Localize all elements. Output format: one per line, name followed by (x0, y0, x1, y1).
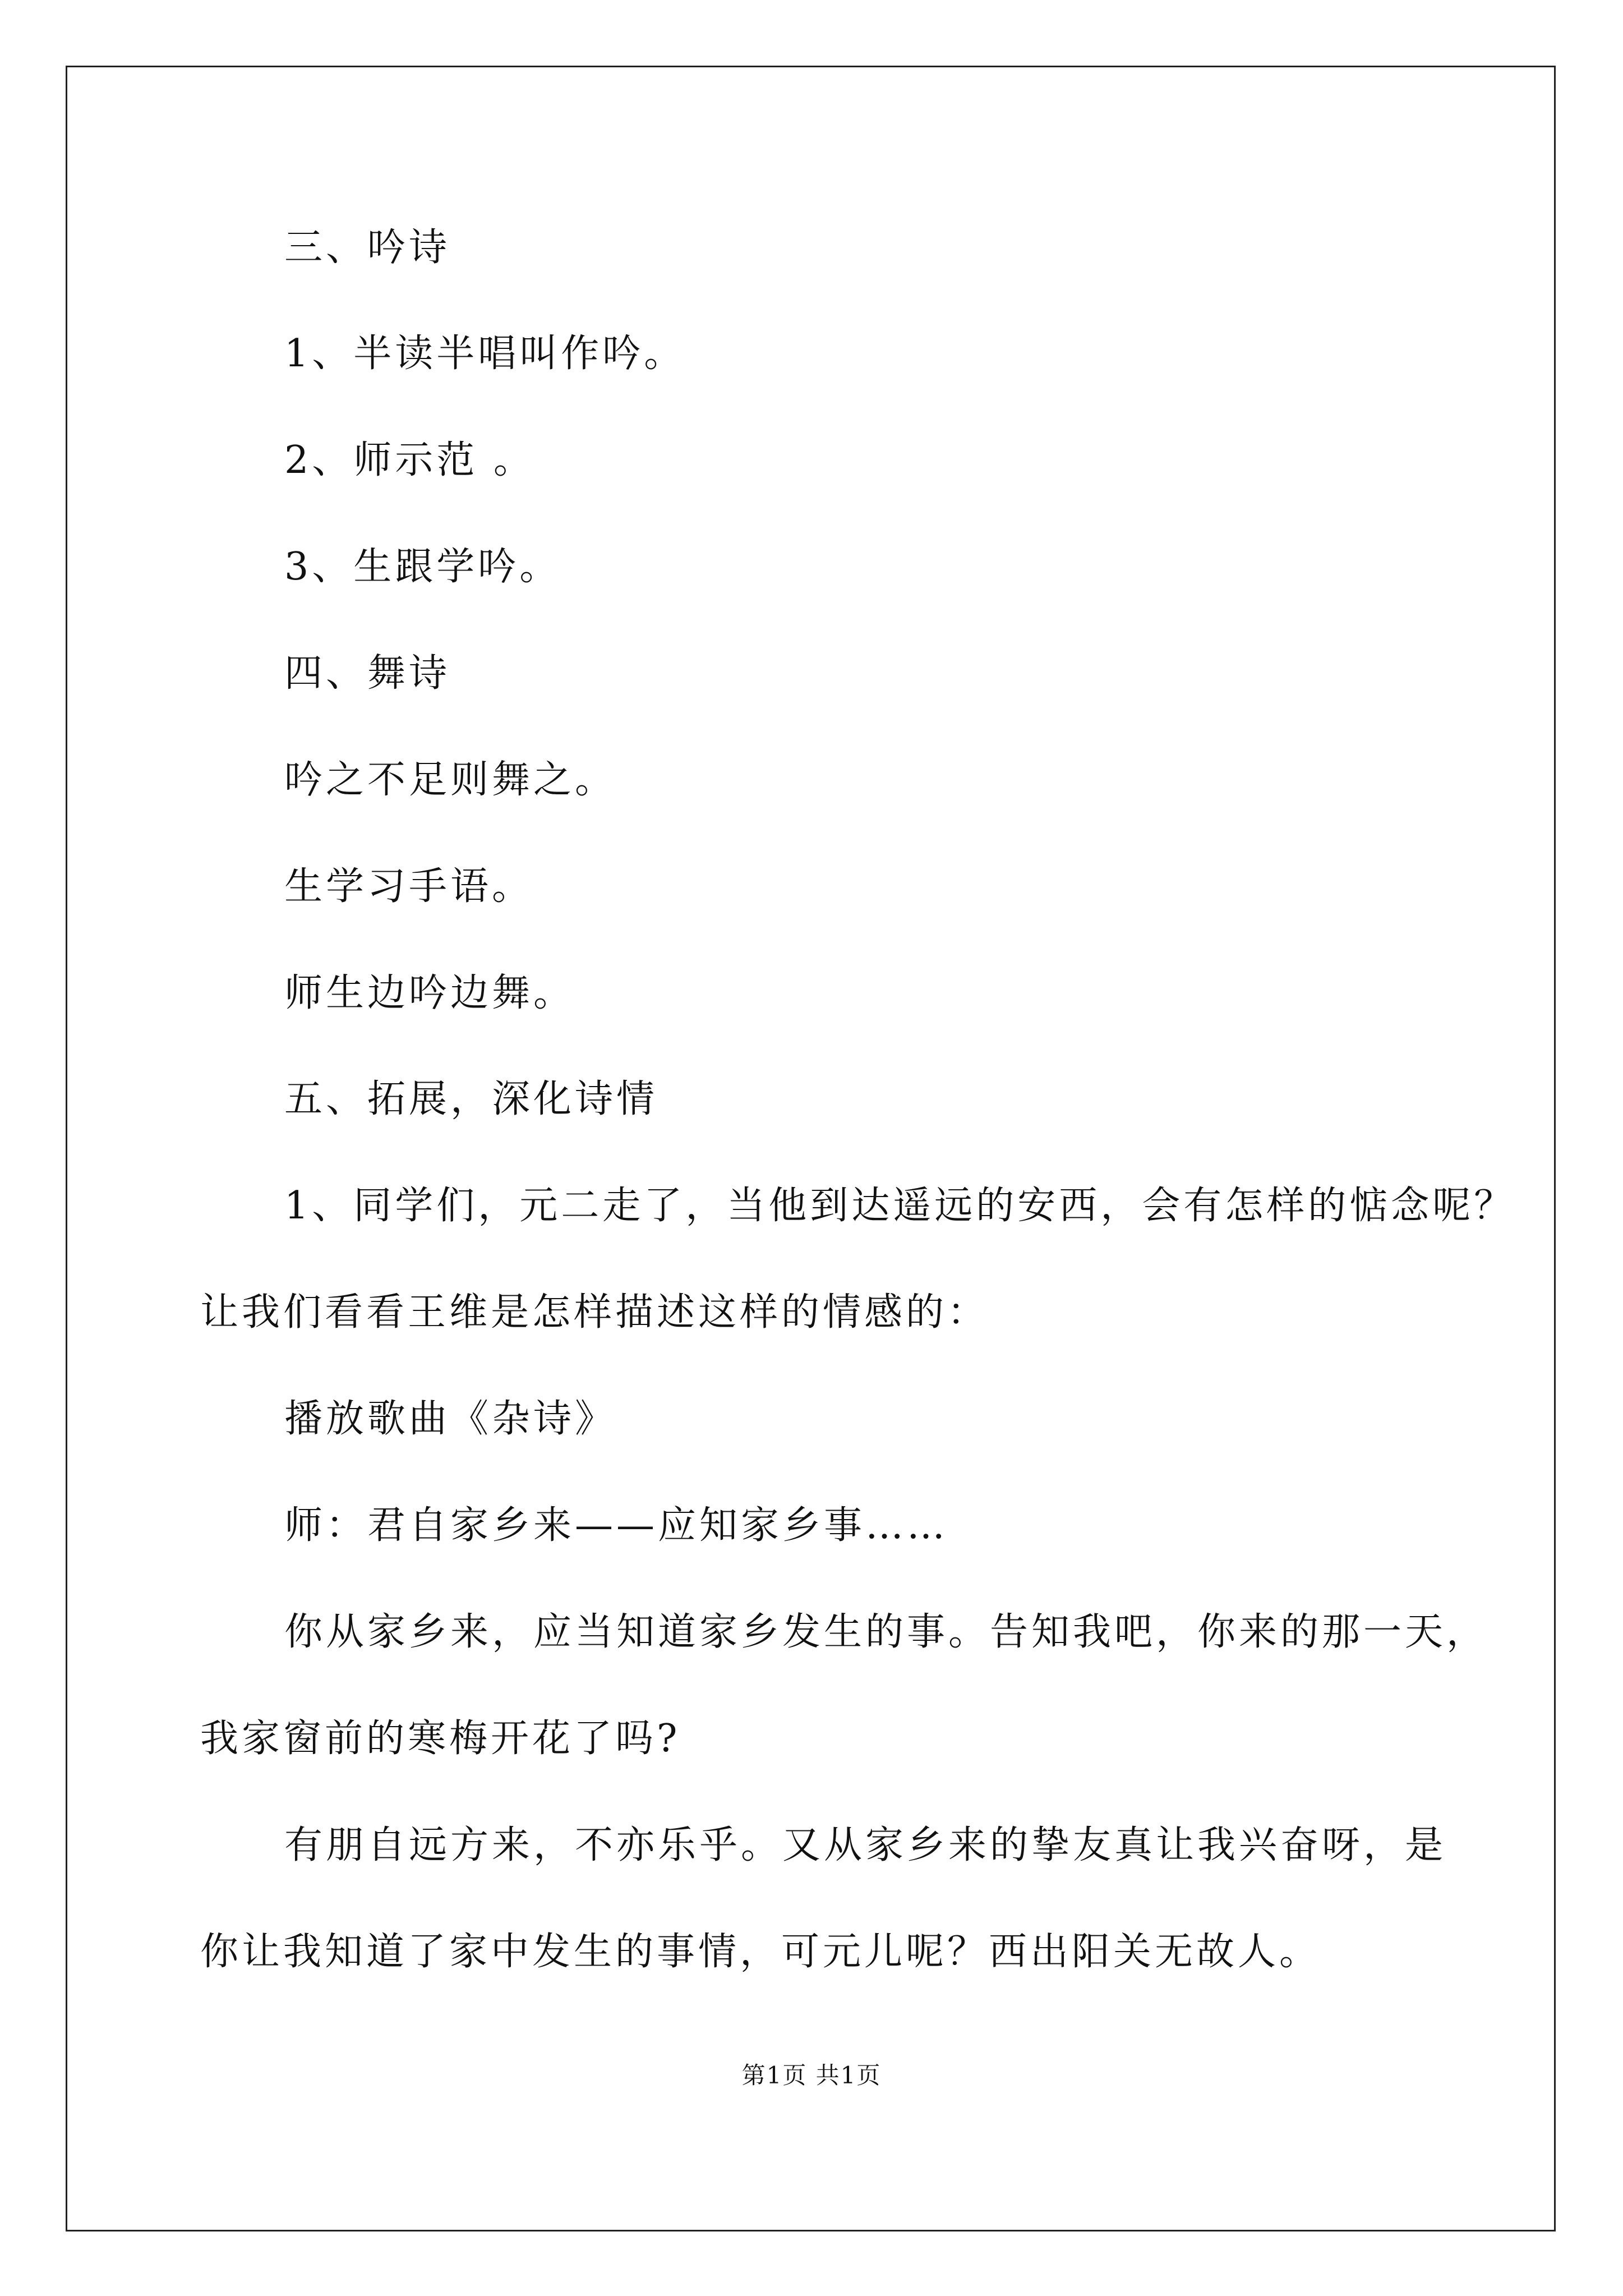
paragraph-line: 3、生跟学吟。 (284, 545, 561, 589)
paragraph-line: 1、半读半唱叫作吟。 (284, 332, 686, 376)
section-heading-extend: 五、拓展，深化诗情 (284, 1077, 658, 1121)
paragraph-line-continued: 让我们看看王维是怎样描述这样的情感的： (200, 1290, 989, 1335)
page-footer: 第1页 共1页 (741, 2062, 882, 2089)
paragraph-line-continued: 我家窗前的寒梅开花了吗? (200, 1717, 681, 1761)
paragraph-line: 师生边吟边舞。 (284, 971, 575, 1015)
paragraph-line: 吟之不足则舞之。 (284, 758, 617, 802)
paragraph-line: 你从家乡来，应当知道家乡发生的事。告知我吧，你来的那一天， (284, 1610, 1488, 1654)
paragraph-line-continued: 你让我知道了家中发生的事情，可元儿呢？西出阳关无故人。 (200, 1930, 1321, 1974)
page-border (66, 66, 1556, 2231)
section-heading-recite: 三、吟诗 (284, 226, 451, 270)
paragraph-line: 有朋自远方来，不亦乐乎。又从家乡来的挚友真让我兴奋呀，是 (284, 1823, 1447, 1867)
section-heading-dance: 四、舞诗 (284, 651, 451, 696)
paragraph-line: 师：君自家乡来——应知家乡事…… (284, 1503, 949, 1548)
paragraph-line: 生学习手语。 (284, 864, 534, 909)
paragraph-line: 1、同学们，元二走了，当他到达遥远的安西，会有怎样的惦念呢？ (284, 1184, 1516, 1228)
paragraph-line: 播放歌曲《杂诗》 (284, 1397, 617, 1441)
paragraph-line: 2、师示范 。 (284, 438, 535, 482)
